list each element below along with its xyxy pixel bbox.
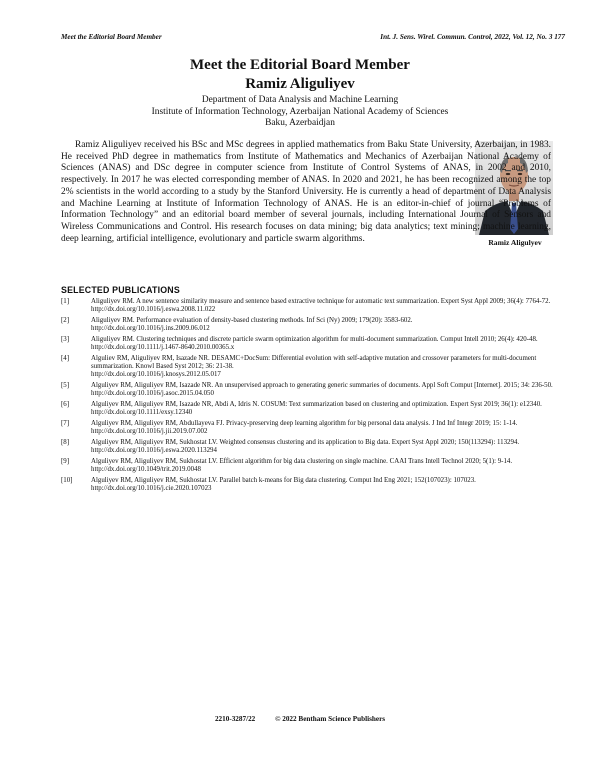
reference-doi-link[interactable]: http://dx.doi.org/10.1016/j.cie.2020.107023: [91, 485, 212, 493]
reference-number: [5]: [61, 382, 70, 390]
reference-item: [61, 355, 566, 380]
reference-text: Aliguliyev RM. A new sentence similarity measure and sentence based extractive technique for automatic text summarization. Expert Syst Appl 2009; 36(4): 7764-72.: [91, 298, 551, 305]
reference-text: Alguliyev RM, Aliguliyev RM, Sukhostat LV. Weighted consensus clustering and its application to Big data. Expert Syst Appl 2020; 150(113294): 113294.: [91, 439, 520, 447]
reference-doi-link[interactable]: http://dx.doi.org/10.1016/j.ins.2009.06.012: [91, 325, 210, 333]
reference-doi-link[interactable]: http://dx.doi.org/10.1049/trit.2019.0048: [91, 466, 201, 474]
running-head: [0, 33, 600, 47]
reference-number: [6]: [61, 401, 70, 409]
running-head-right: Int. J. Sens. Wirel. Commun. Control, 2022, Vol. 12, No. 3 177: [380, 33, 565, 41]
footer-copyright: © 2022 Bentham Science Publishers: [275, 715, 386, 723]
reference-number: [7]: [61, 420, 70, 428]
affiliation-department: Department of Data Analysis and Machine Learning: [201, 95, 399, 105]
reference-item: [61, 317, 566, 333]
reference-doi-link[interactable]: http://dx.doi.org/10.1016/j.eswa.2020.113294: [91, 447, 217, 455]
reference-text: Alguliyev RM, Aliguliyev RM, Sukhostat LV. Parallel batch k-means for Big data clustering. Comput Ind Eng 2021; 152(107023): 107023.: [91, 477, 476, 485]
biography: Ramiz Aliguliyev received his BSc and MSc degrees in applied mathematics from Baku State University, Azerbaijan, in 1983. He received PhD degree in mathematics from Institute of Mathematics and Mechanics of Azerbaijan National Academy of Sciences (ANAS) and DSc degree in computer science from Institute of Control Systems of ANAS, in 2002 and 2010, respectively. In 2017 he was elected corresponding member of ANAS. In 2020 and 2021, he has been recognized among the top 2% scientists in the world according to a study by the Stanford University. He is currently a head of department of Data Analysis and Machine Learning at Institute of Information Technology of ANAS. He is an editor-in-chief of journal “Problems of Information Technology” and an editorial board member of several journals, including International Journal of Sensors and Wireless Communications and Control. His research focuses on data mining; big data analytics; text mining; machine learning, deep learning, artificial intelligence, evolutionary and particle swarm algorithms.: [61, 140, 551, 244]
photo-caption: Ramiz Aligulyev: [488, 238, 542, 247]
reference-number: [10]: [61, 477, 73, 485]
reference-list: [61, 298, 566, 496]
reference-number: [2]: [61, 317, 70, 324]
reference-doi-link[interactable]: http://dx.doi.org/10.1016/j.eswa.2008.11.022: [91, 306, 216, 314]
reference-doi-link[interactable]: http://dx.doi.org/10.1016/j.knosys.2012.05.017: [91, 371, 221, 379]
page-title: Meet the Editorial Board Member: [190, 57, 410, 73]
reference-text: Aliguliyev RM. Clustering techniques and discrete particle swarm optimization algorithm for multi-document summarization. Comput Intell 2010; 26(4): 420-48.: [91, 336, 538, 343]
reference-number: [1]: [61, 298, 70, 305]
reference-text: Alguliyev RM, Aliguliyev RM, Abdullayeva FJ. Privacy-preserving deep learning algorithm for big personal data analysis. J Ind Inf Integr 2019; 15: 1-14.: [91, 420, 518, 428]
affiliation-institute: Institute of Information Technology, Azerbaijan National Academy of Sciences: [151, 106, 449, 117]
affiliation: [0, 95, 600, 130]
reference-number: [3]: [61, 336, 70, 343]
reference-text: Alguliyev RM, Aliguliyev RM, Sukhostat LV. Efficient algorithm for big data clustering on single machine. CAAI Trans Intell Technol 2020; 5(1): 9-14.: [91, 458, 513, 466]
reference-text: Aliguliyev RM. Performance evaluation of density-based clustering methods. Inf Sci (Ny) 2009; 179(20): 3583-602.: [91, 317, 413, 324]
reference-text: Alguliyev RM, Aliguliyev RM, Isazade NR. An unsupervised approach to generating generic summaries of documents. Appl Soft Comput [Internet]. 2015; 34: 236-50.: [91, 382, 553, 390]
reference-item: [61, 382, 566, 398]
reference-item: [61, 336, 566, 352]
affiliation-city: Baku, Azerbaidjan: [265, 118, 335, 129]
reference-doi-link[interactable]: http://dx.doi.org/10.1111/j.1467-8640.2010.00365.x: [91, 344, 235, 352]
reference-number: [9]: [61, 458, 70, 466]
reference-item: [61, 298, 566, 314]
running-head-left: Meet the Editorial Board Member: [61, 33, 162, 41]
reference-number: [4]: [61, 355, 70, 362]
page-footer: [0, 715, 600, 723]
reference-item: [61, 477, 566, 493]
footer-issn: 2210-3287/22: [214, 715, 256, 723]
reference-doi-link[interactable]: http://dx.doi.org/10.1016/j.asoc.2015.04.050: [91, 390, 214, 398]
reference-text: Alguliev RM, Aliguliyev RM, Isazade NR. DESAMC+DocSum: Differential evolution with self-adaptive mutation and crossover parameters for multi-document summarization. Knowl Based Syst 2012; 36: 21-38.: [91, 355, 537, 371]
reference-number: [8]: [61, 439, 70, 447]
reference-item: [61, 401, 566, 417]
publications-heading: SELECTED PUBLICATIONS: [61, 285, 180, 295]
reference-item: [61, 420, 566, 436]
reference-item: [61, 439, 566, 455]
reference-item: [61, 458, 566, 474]
reference-text: Alguliyev RM, Aliguliyev RM, Isazade NR, Abdi A, Idris N. COSUM: Text summarization based on clustering and optimization. Expert Syst 2019; 36(1): e12340.: [91, 401, 542, 409]
reference-doi-link[interactable]: http://dx.doi.org/10.1016/j.jii.2019.07.002: [91, 428, 208, 436]
reference-doi-link[interactable]: http://dx.doi.org/10.1111/exsy.12340: [91, 409, 193, 417]
member-name: Ramiz Aliguliyev: [245, 76, 355, 92]
